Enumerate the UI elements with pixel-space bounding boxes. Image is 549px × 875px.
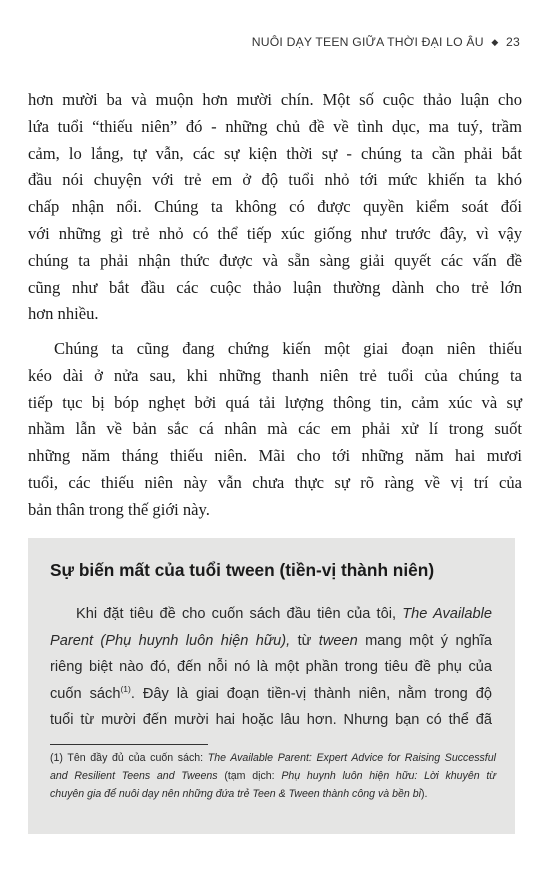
sidebar-box bbox=[28, 538, 515, 834]
text-line: cảm, lo lắng, tự vẫn, các sự kiện thời sự - chúng ta cần phải bắt bbox=[28, 143, 522, 163]
running-title: NUÔI DẠY TEEN GIỮA THỜI ĐẠI LO ÂU bbox=[251, 35, 484, 49]
footnote bbox=[50, 750, 496, 803]
page-number: 23 bbox=[506, 35, 520, 49]
text-line: hơn nhiều. bbox=[28, 304, 99, 324]
text-line: chấp nhận nổi. Chúng ta không có được quyền kiểm soát đối bbox=[28, 197, 522, 217]
text-line: với những gì trẻ nhỏ có thể tiếp xúc giống như trước đây, vì vậy bbox=[28, 223, 522, 243]
text-line: bản thân trong thế giới này. bbox=[28, 499, 210, 519]
box-line: tuổi từ mười đến mười hai hoặc lâu hơn. Nhưng bạn có thể đã bbox=[50, 712, 492, 728]
box-line bbox=[50, 681, 492, 708]
footnote-span: (tạm dịch: bbox=[217, 769, 282, 782]
text-line: những năm tháng thiếu niên. Mãi cho tới những năm hai mươi bbox=[28, 446, 522, 466]
text-line: nhầm lẫn về bản sắc cá nhân mà các em phải xử lí trong suốt bbox=[28, 419, 522, 439]
footnote-line bbox=[50, 768, 496, 786]
footnote-span: (1) Tên đầy đủ của cuốn sách: bbox=[50, 752, 208, 764]
footnote-span: ). bbox=[420, 787, 428, 800]
diamond-separator-icon: ◆ bbox=[491, 37, 499, 47]
text-line: kéo dài ở nửa sau, khi những thanh niên trẻ tuổi của chúng ta bbox=[28, 365, 522, 385]
text-line: tiếp tục bị bóp nghẹt bởi quá tải lượng thông tin, cảm xúc và sự bbox=[28, 392, 522, 412]
box-line bbox=[50, 628, 492, 655]
box-text-span: . Đây là giai đoạn tiền-vị thành niên, nằm trong độ bbox=[130, 685, 492, 702]
body-paragraph-2 bbox=[28, 336, 522, 524]
text-line: Chúng ta cũng đang chứng kiến một giai đoạn niên thiếu bbox=[54, 339, 522, 358]
footnote-line bbox=[50, 786, 496, 804]
box-text-span: cuốn sách bbox=[50, 685, 121, 702]
book-title-italic: The Available bbox=[402, 606, 492, 622]
footnote-line bbox=[50, 750, 496, 768]
text-line: lứa tuổi “thiếu niên” đó - những chủ đề về tình dục, ma tuý, trầm bbox=[28, 116, 522, 136]
box-text-span: Khi đặt tiêu đề cho cuốn sách đầu tiên của tôi, bbox=[76, 606, 403, 622]
box-line: riêng biệt nào đó, đến nỗi nó là một phần trong tiêu đề phụ của bbox=[50, 659, 492, 675]
footnote-divider bbox=[50, 744, 208, 745]
box-title: Sự biến mất của tuổi tween (tiền-vị thành niên) bbox=[50, 560, 435, 580]
running-header bbox=[252, 35, 520, 49]
text-line: tuổi, các thiếu niên này vẫn chưa thực sự rõ ràng về vị trí của bbox=[28, 472, 522, 492]
text-line: đầu nói chuyện với trẻ em ở độ tuổi nhỏ tới mức khiến ta khó bbox=[28, 170, 522, 190]
body-paragraph-1 bbox=[28, 87, 522, 328]
box-text-span: từ bbox=[290, 632, 319, 649]
footnote-italic: Phụ huynh luôn hiện hữu: Lời khuyên từ bbox=[281, 769, 496, 782]
text-line: hơn mười ba và muộn hơn mười chín. Một số cuộc thảo luận cho bbox=[28, 90, 522, 109]
footnote-italic: chuyên gia để nuôi dạy nên những đứa trẻ Teen & Tween thành công và bền bỉ bbox=[50, 787, 421, 800]
book-title-italic: Parent (Phụ huynh luôn hiện hữu), bbox=[50, 632, 291, 649]
term-italic: tween bbox=[318, 632, 358, 649]
box-text-span: mang một ý nghĩa bbox=[357, 632, 492, 649]
footnote-marker: (1) bbox=[120, 683, 131, 694]
text-line: cũng như bắt đầu các cuộc thảo luận thường dành cho trẻ lớn bbox=[28, 277, 522, 297]
footnote-italic: The Available Parent: Expert Advice for Raising Successful bbox=[207, 752, 496, 764]
footnote-italic: and Resilient Teens and Tweens bbox=[50, 769, 218, 782]
text-line: chúng ta phải nhận thức được và sẵn sàng giải quyết các vấn đề bbox=[28, 250, 522, 270]
box-paragraph bbox=[50, 601, 492, 734]
box-line bbox=[50, 601, 492, 628]
